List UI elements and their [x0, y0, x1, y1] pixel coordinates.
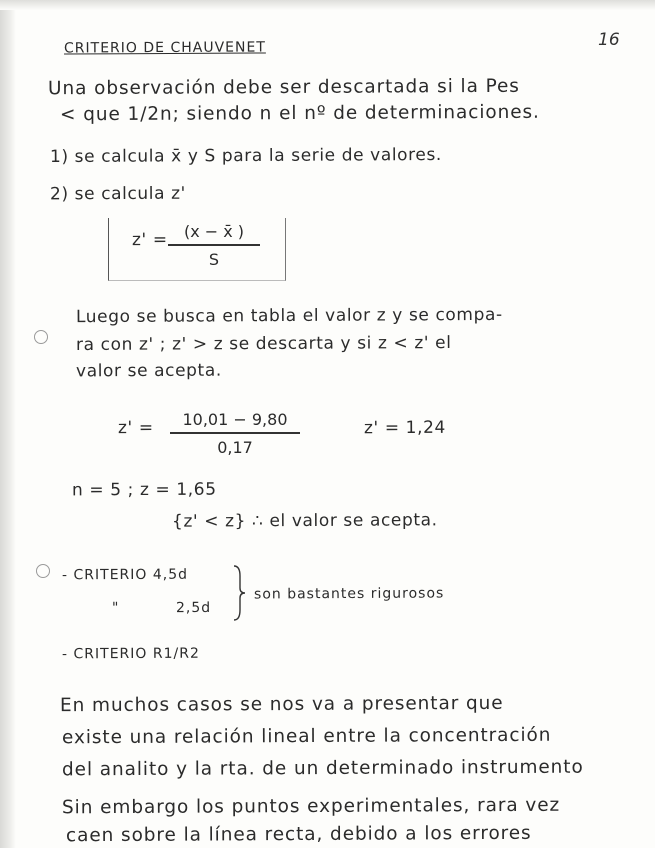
line-15: existe una relación lineal entre la concentración	[61, 724, 552, 749]
line-18: caen sobre la línea recta, debido a los errores	[65, 822, 532, 847]
rigurosos-note: son bastantes rigurosos	[253, 585, 445, 603]
formula2-result: z' = 1,24	[363, 417, 446, 439]
fraction-bar	[170, 432, 300, 434]
criterio-25d: 2,5d	[175, 599, 212, 617]
right-brace-icon	[232, 564, 246, 622]
line-17: Sin embargo los puntos experimentales, rara vez	[61, 794, 561, 819]
formula2-lhs: z' =	[117, 417, 154, 439]
criterio-r1r2: - CRITERIO R1/R2	[61, 645, 200, 663]
margin-circle-mark	[34, 330, 48, 344]
line-9: {z' < z} ∴ el valor se acepta.	[171, 510, 438, 532]
formula2-fraction	[170, 410, 300, 457]
margin-circle-mark	[36, 564, 50, 578]
page-number: 16	[598, 30, 620, 50]
formula1-fraction	[168, 222, 260, 269]
line-5: Luego se busca en tabla el valor z y se compa-	[75, 304, 503, 328]
formula1-numerator: (x − x̄ )	[183, 222, 245, 241]
line-6: ra con z' ; z' > z se descarta y si z < z' el	[75, 333, 452, 355]
line-2: < que 1/2n; siendo n el nº de determinaciones.	[59, 101, 540, 126]
page-title: CRITERIO DE CHAUVENET	[63, 39, 266, 57]
formula2-denominator: 0,17	[217, 437, 253, 457]
line-14: En muchos casos se nos va a presentar que	[59, 692, 504, 717]
line-7: valor se acepta.	[75, 360, 222, 382]
criterio-45d: - CRITERIO 4,5d	[61, 566, 189, 584]
scan-edge-top	[0, 0, 655, 10]
step-2: 2) se calcula z'	[49, 183, 186, 205]
line-16: del analito y la rta. de un determinado instrumento	[61, 756, 584, 781]
line-1: Una observación debe ser descartada si la Pes	[47, 75, 520, 100]
fraction-bar	[168, 244, 260, 246]
formula1-denominator: S	[208, 249, 220, 269]
scan-edge-left	[0, 0, 16, 848]
formula1-lhs: z' =	[131, 229, 168, 251]
formula2-numerator: 10,01 − 9,80	[182, 410, 288, 429]
line-8: n = 5 ; z = 1,65	[71, 479, 217, 501]
step-1: 1) se calcula x̄ y S para la serie de valores.	[49, 144, 442, 168]
ditto-mark: "	[111, 599, 120, 617]
